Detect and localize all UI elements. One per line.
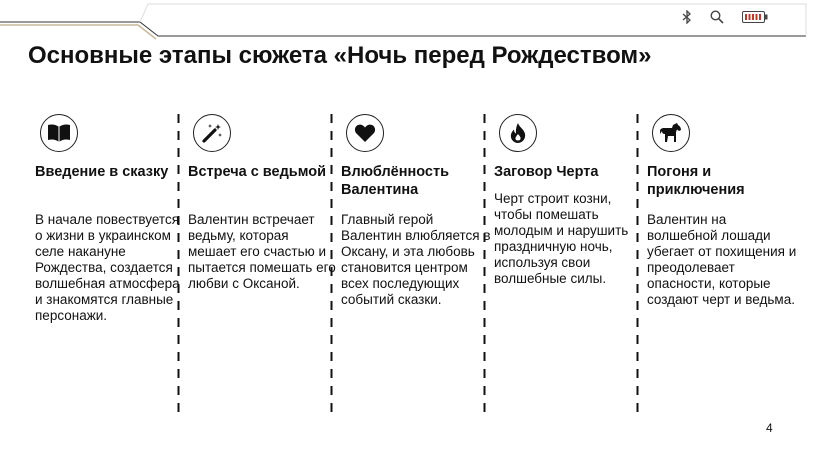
stage-divider xyxy=(330,114,333,412)
stage-devil xyxy=(494,114,644,287)
stage-intro xyxy=(35,114,185,324)
stage-description: Валентин на волшебной лошади убегает от похищения и преодолевает опасности, которые создают черт и ведьма. xyxy=(647,212,797,307)
stage-divider xyxy=(177,114,180,412)
stage-divider xyxy=(483,114,486,412)
stage-description: Валентин встречает ведьму, которая мешает его счастью и пытается помешать его любви с Оксаной. xyxy=(188,212,336,291)
page-number: 4 xyxy=(766,421,773,435)
stage-description: Черт строит козни, чтобы помешать молодым и нарушить праздничную ночь, используя свои волшебные силы. xyxy=(494,191,629,286)
magic-wand-icon xyxy=(193,114,231,152)
book-icon xyxy=(40,114,78,152)
heart-icon xyxy=(346,114,384,152)
bluetooth-icon xyxy=(682,10,692,24)
stage-description: В начале повествуется о жизни в украинском селе накануне Рождества, создается волшебная атмосфера и знакомятся главные персонажи. xyxy=(35,212,180,323)
stage-title: Влюблённость Валентина xyxy=(341,164,450,198)
stage-title: Встреча с ведьмой xyxy=(188,164,327,180)
stages-row xyxy=(0,114,816,414)
status-icons xyxy=(682,10,768,24)
stage-chase xyxy=(647,114,797,308)
stage-title: Введение в сказку xyxy=(35,164,169,180)
battery-icon xyxy=(742,11,768,23)
stage-love xyxy=(341,114,491,308)
stage-witch xyxy=(188,114,338,292)
top-bar xyxy=(0,0,816,40)
page-title: Основные этапы сюжета «Ночь перед Рождеством» xyxy=(28,42,652,69)
stage-title: Заговор Черта xyxy=(494,164,599,180)
horse-icon xyxy=(652,114,690,152)
stage-title: Погоня и приключения xyxy=(647,164,745,198)
stage-divider xyxy=(636,114,639,412)
fire-icon xyxy=(499,114,537,152)
search-icon[interactable] xyxy=(710,10,724,24)
stage-description: Главный герой Валентин влюбляется в Оксану, и эта любовь становится центром всех последующих событий сказки. xyxy=(341,212,491,307)
